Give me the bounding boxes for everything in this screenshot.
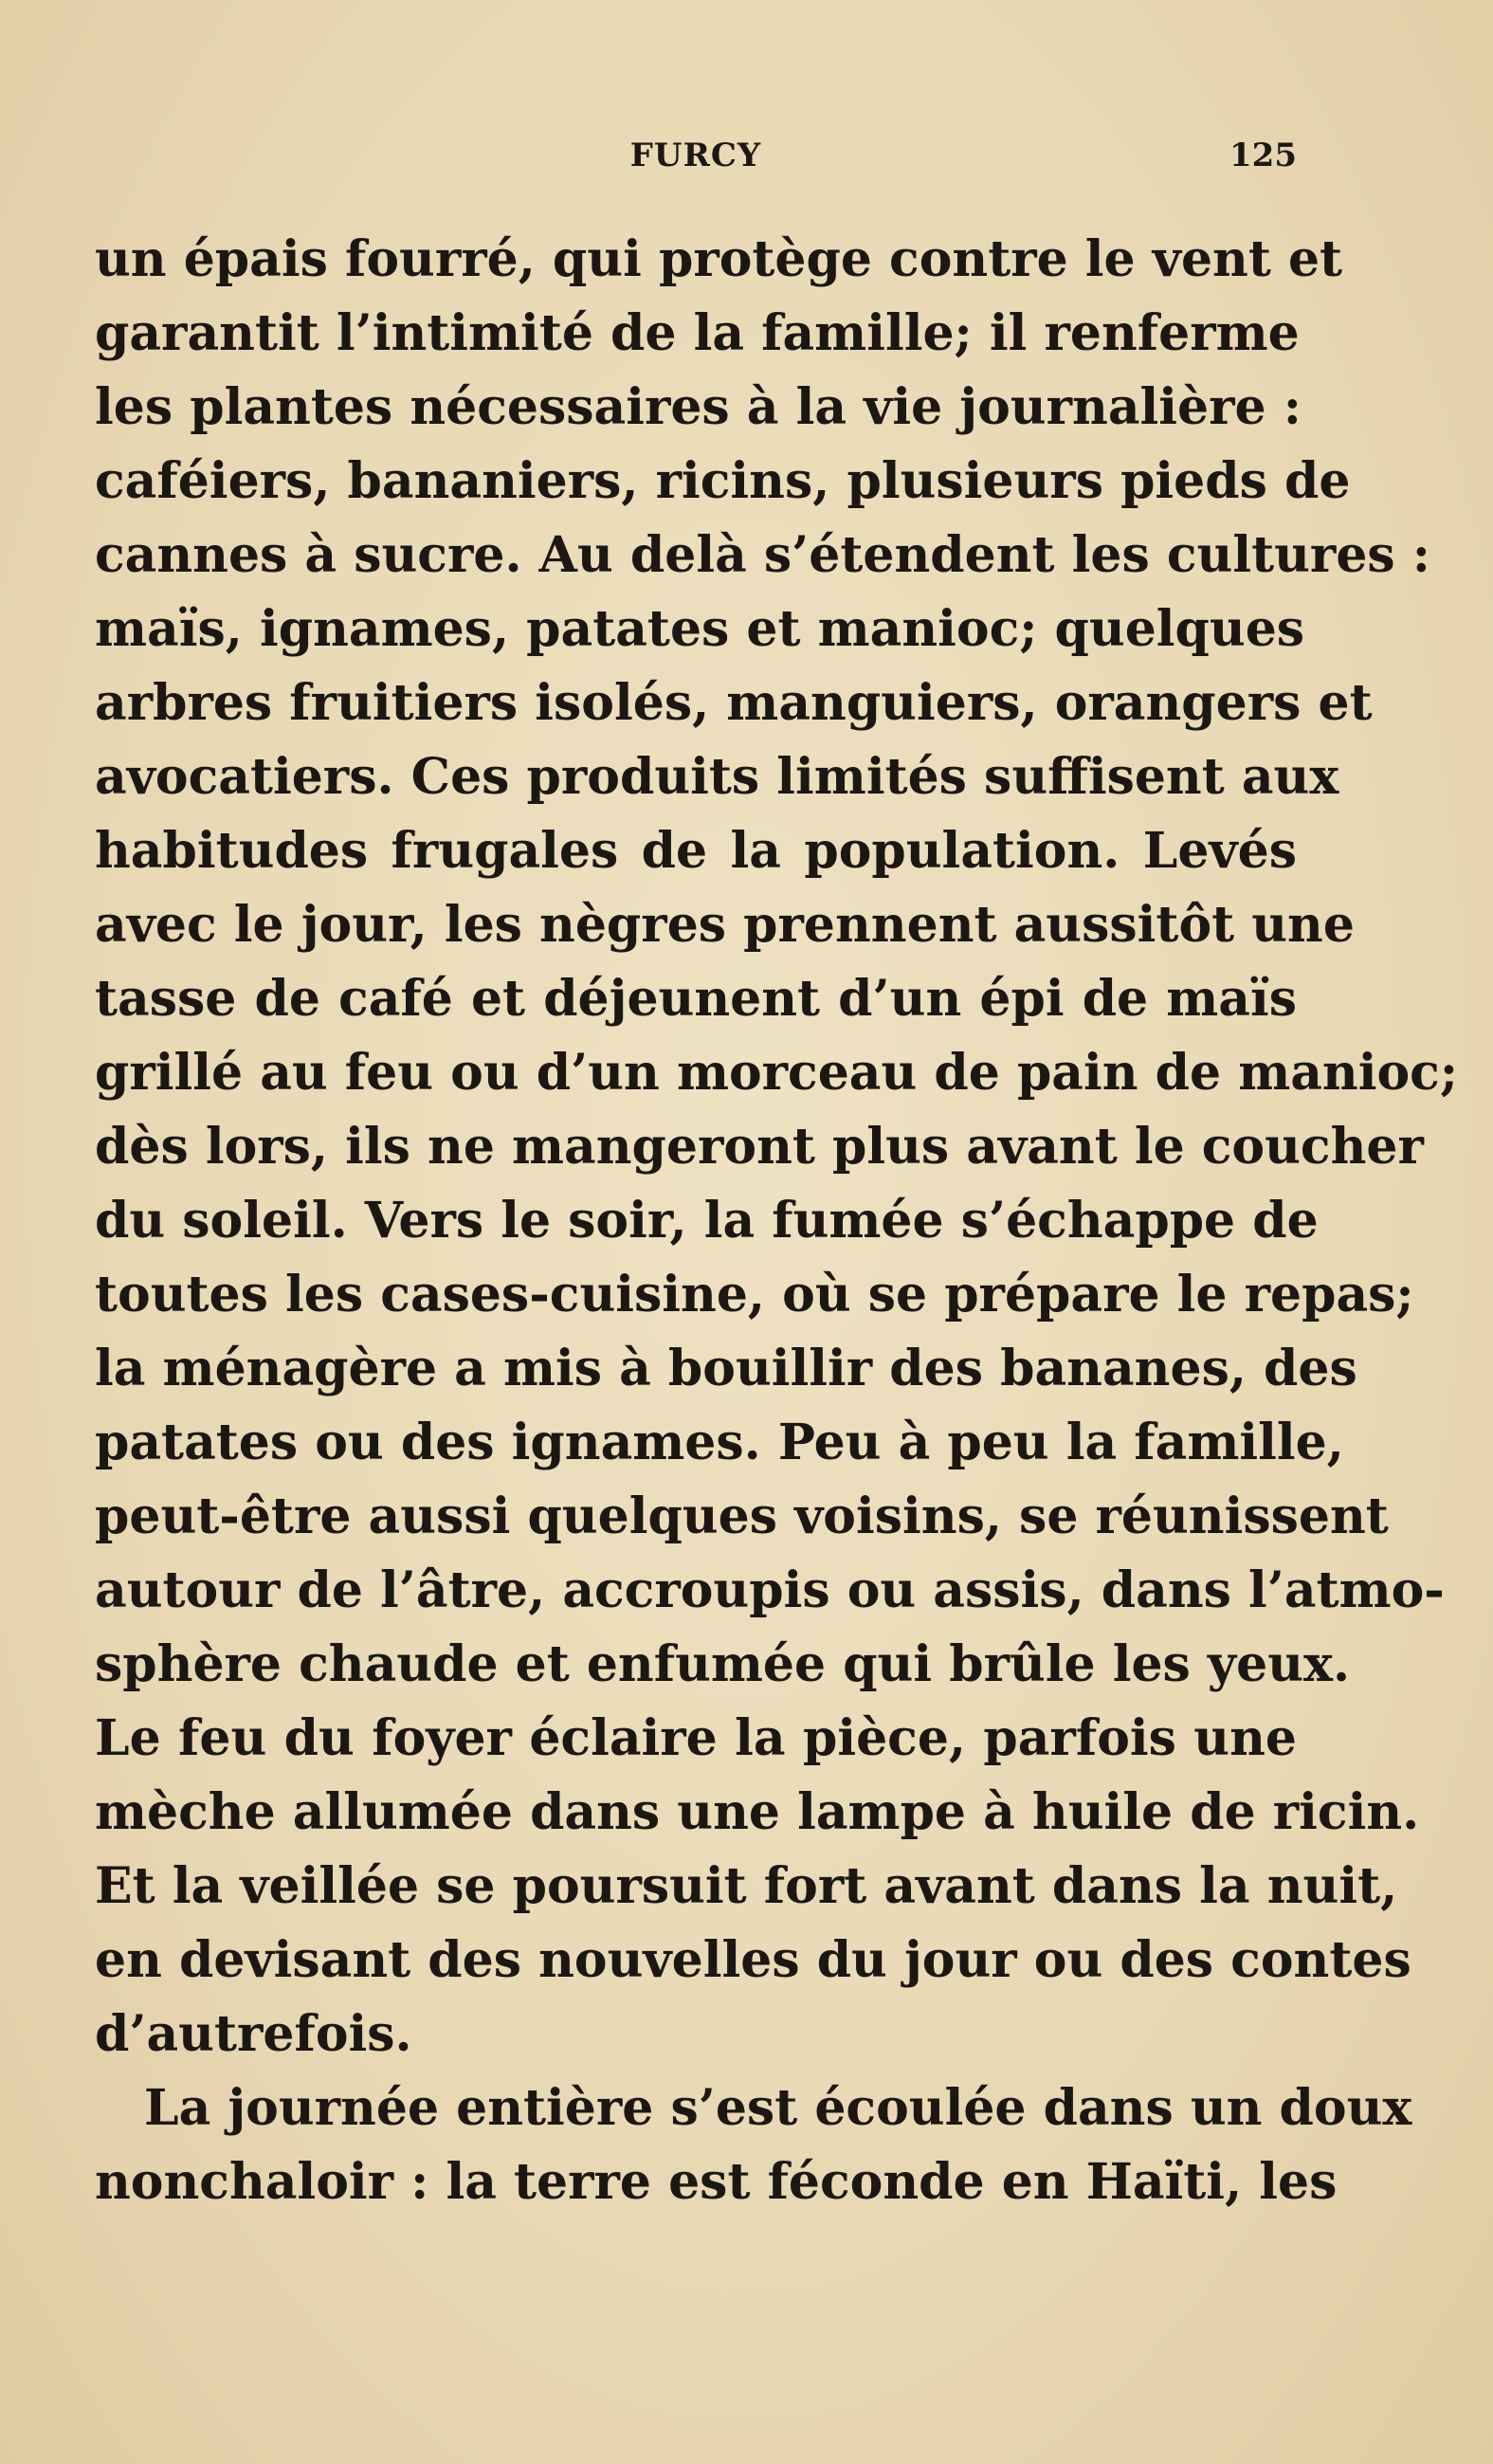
body-text xyxy=(95,223,1459,2219)
text-line: maïs, ignames, patates et manioc; quelques xyxy=(95,600,1305,658)
text-line: la ménagère a mis à bouillir des bananes, des xyxy=(95,1340,1357,1397)
text-line: patates ou des ignames. Peu à peu la famille, xyxy=(95,1414,1344,1471)
paragraph xyxy=(95,223,1459,2072)
text-line: toutes les cases-cuisine, où se prépare le repas; xyxy=(95,1266,1414,1323)
text-line: d’autrefois. xyxy=(95,2005,412,2063)
text-line: habitudes frugales de la population. Levés xyxy=(95,822,1297,880)
paragraph xyxy=(95,2072,1412,2219)
text-line: les plantes nécessaires à la vie journalière : xyxy=(95,378,1302,436)
text-line: grillé au feu ou d’un morceau de pain de manioc; xyxy=(95,1044,1459,1102)
running-head-title: FURCY xyxy=(629,137,762,174)
page-number: 125 xyxy=(1229,137,1297,174)
text-line: nonchaloir : la terre est féconde en Haïti, les xyxy=(95,2153,1338,2211)
text-line: La journée entière s’est écoulée dans un doux xyxy=(144,2079,1412,2137)
text-line: dès lors, ils ne mangeront plus avant le coucher xyxy=(95,1118,1424,1176)
text-line: Et la veillée se poursuit fort avant dans la nuit, xyxy=(95,1857,1398,1915)
running-head xyxy=(95,133,1297,180)
text-line: tasse de café et déjeunent d’un épi de maïs xyxy=(95,970,1297,1028)
text-line: cannes à sucre. Au delà s’étendent les cultures : xyxy=(95,526,1430,584)
text-line: arbres fruitiers isolés, manguiers, orangers et xyxy=(95,674,1373,732)
text-line: avocatiers. Ces produits limités suffisent aux xyxy=(95,748,1339,806)
text-line: autour de l’âtre, accroupis ou assis, dans l’atmo- xyxy=(95,1561,1445,1619)
text-line: du soleil. Vers le soir, la fumée s’échappe de xyxy=(95,1192,1319,1250)
text-line: mèche allumée dans une lampe à huile de ricin. xyxy=(95,1783,1420,1841)
text-line: avec le jour, les nègres prennent aussitôt une xyxy=(95,896,1355,954)
text-line: Le feu du foyer éclaire la pièce, parfois une xyxy=(95,1709,1297,1767)
text-line: peut-être aussi quelques voisins, se réunissent xyxy=(95,1488,1389,1545)
text-line: un épais fourré, qui protège contre le vent et xyxy=(95,230,1343,288)
text-line: sphère chaude et enfumée qui brûle les yeux. xyxy=(95,1635,1351,1693)
text-line: caféiers, bananiers, ricins, plusieurs pieds de xyxy=(95,452,1351,510)
text-line: garantit l’intimité de la famille; il renferme xyxy=(95,304,1300,362)
text-line: en devisant des nouvelles du jour ou des contes xyxy=(95,1931,1411,1989)
